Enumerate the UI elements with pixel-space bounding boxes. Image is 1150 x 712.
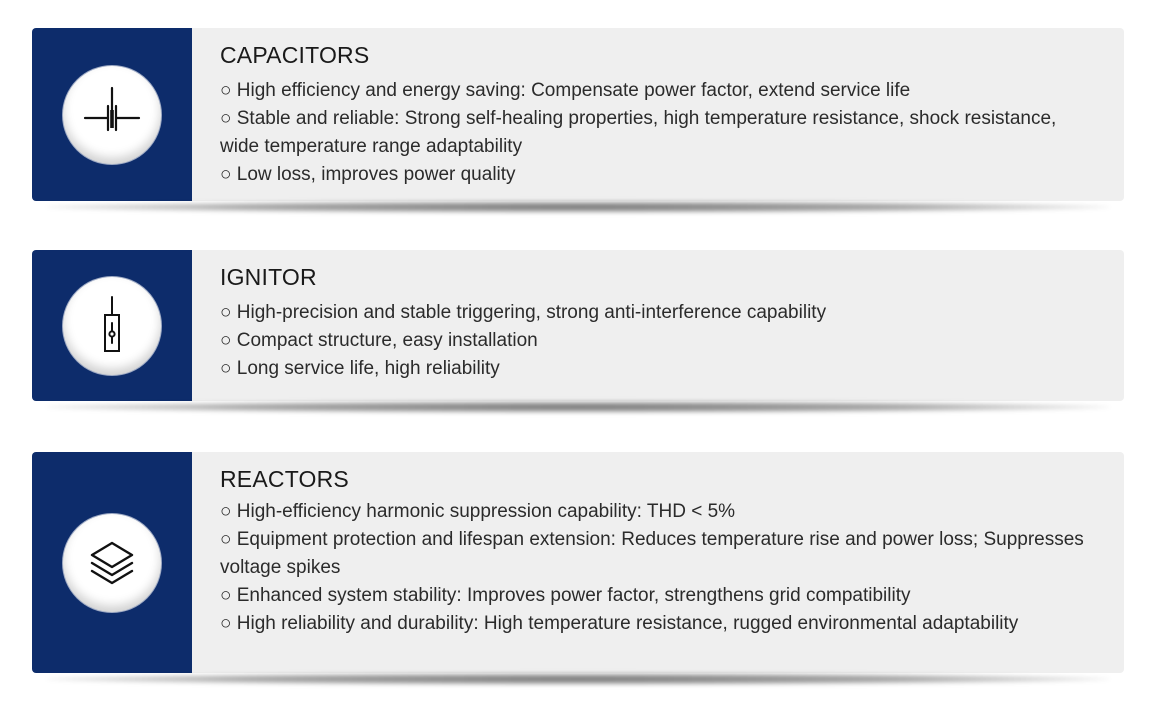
- reactors-title: REACTORS: [220, 466, 349, 492]
- card-shadow: [46, 673, 1110, 685]
- reactors-content: [192, 452, 1124, 673]
- reactors-icon-panel: [32, 452, 192, 673]
- card-shadow: [46, 401, 1110, 413]
- capacitors-feature-2: ○ Stable and reliable: Strong self-healing properties, high temperature resistance, shock resistance, wide temperature range adaptability: [220, 108, 1057, 157]
- capacitors-icon-panel: [32, 28, 192, 201]
- ignitor-feature-1: ○ High-precision and stable triggering, strong anti-interference capability: [220, 302, 827, 323]
- ignitor-icon-panel: [32, 250, 192, 401]
- capacitors-icon-badge: [63, 66, 161, 164]
- ignitor-feature-list: [220, 299, 1100, 383]
- capacitor-symbol-icon: [79, 82, 145, 148]
- reactors-feature-3: ○ Enhanced system stability: Improves power factor, strengthens grid compatibility: [220, 585, 911, 606]
- reactors-feature-1: ○ High-efficiency harmonic suppression capability: THD < 5%: [220, 501, 736, 522]
- ignitor-icon-badge: [63, 277, 161, 375]
- capacitors-feature-1: ○ High efficiency and energy saving: Compensate power factor, extend service life: [220, 80, 911, 101]
- capacitors-content: [192, 28, 1124, 201]
- ignitor-content: [192, 250, 1124, 401]
- ignitor-symbol-icon: [79, 293, 145, 359]
- ignitor-feature-2: ○ Compact structure, easy installation: [220, 330, 538, 351]
- reactors-card: [32, 452, 1124, 673]
- reactors-feature-2: ○ Equipment protection and lifespan extension: Reduces temperature rise and power loss; Suppresses voltage spikes: [220, 529, 1084, 578]
- card-shadow: [46, 201, 1110, 213]
- ignitor-title: IGNITOR: [220, 264, 317, 290]
- reactors-feature-list: [220, 498, 1100, 638]
- capacitors-feature-list: [220, 77, 1100, 189]
- capacitors-card: [32, 28, 1124, 201]
- capacitors-title: CAPACITORS: [220, 42, 370, 68]
- reactors-icon-badge: [63, 514, 161, 612]
- reactors-feature-4: ○ High reliability and durability: High temperature resistance, rugged environmental adaptability: [220, 613, 1019, 634]
- capacitors-feature-3: ○ Low loss, improves power quality: [220, 164, 516, 185]
- ignitor-card: [32, 250, 1124, 401]
- ignitor-feature-3: ○ Long service life, high reliability: [220, 358, 500, 379]
- layers-icon: [82, 533, 142, 593]
